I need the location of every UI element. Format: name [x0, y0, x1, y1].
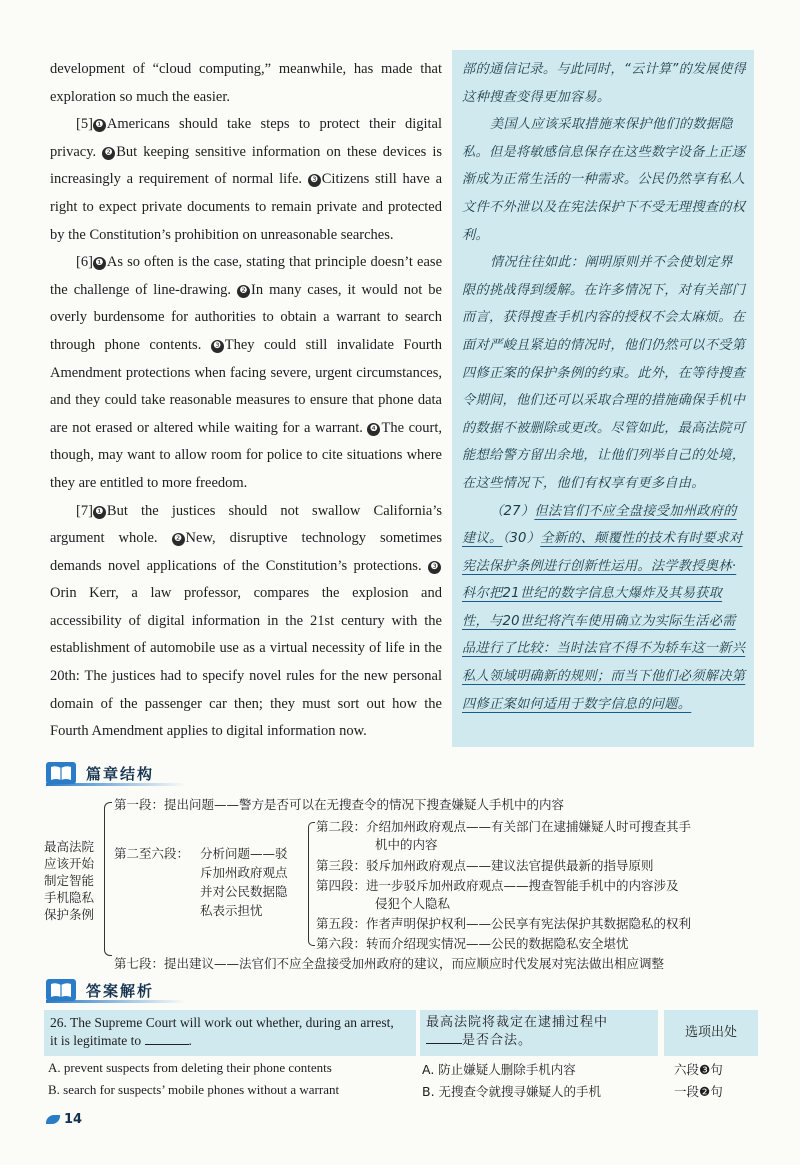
sentence-1-marker: ❶: [93, 257, 106, 270]
sentence: Americans should take steps to protect their digital privacy.: [50, 116, 442, 160]
paragraph-continued: development of “cloud computing,” meanwhile, has made that exploration so much the easier.: [50, 61, 442, 105]
sentence-3-marker: ❸: [211, 340, 224, 353]
option-chinese: B. 无搜查令就搜寻嫌疑人的手机: [422, 1084, 602, 1099]
sentence: New, disruptive technology sometimes demands novel applications of the Constitution’s protections.: [50, 530, 442, 574]
tree-para-2: 第二段：介绍加州政府观点——有关部门在逮捕嫌疑人时可搜查其手: [316, 819, 692, 834]
sentence: In many cases, it would not be overly burdensome for authorities to obtain a warrant to search through phone contents.: [50, 281, 442, 353]
question-ref-27: （27）: [490, 503, 535, 519]
header-underline: [46, 1000, 186, 1003]
sentence: Citizens still have a right to expect private documents to remain private and protected by the Constitution’s prohibition on unreasonable searches.: [50, 171, 443, 243]
zh-paragraph-5: 美国人应该采取措施来保护他们的数据隐私。但是将敏感信息保存在这些数字设备上正逐渐成为正常生活的一种需求。公民仍然享有私人文件不外泄以及在宪法保护下不受无理搜查的权利。: [462, 117, 746, 243]
sentence: But keeping sensitive information on these devices is increasingly a requirement of normal life.: [50, 143, 442, 188]
tree-group-desc: 斥加州政府观点: [200, 865, 288, 880]
tree-group-desc: 私表示担忧: [200, 903, 263, 918]
sentence: Orin Kerr, a law professor, compares the explosion and accessibility of digital information in the 21st century with the establishment of automobile use as a virtual necessity of life in the 20th: The justices had to specify novel rules for the new personal domain of the passenger car then; they must sort out how the Fourth Amendment applies to digital information now.: [50, 585, 442, 740]
tree-para-5: 第五段：作者声明保护权利——公民享有宪法保护其数据隐私的权利: [316, 916, 692, 931]
option-source: 六段❸句: [674, 1062, 723, 1077]
zh-paragraph-continued: 部的通信记录。与此同时，“云计算”的发展使得这种搜查变得更加容易。: [462, 62, 747, 105]
answers-section-header: [46, 979, 158, 1001]
paragraph-marker: [7]: [76, 502, 93, 519]
tree-para-1: 第一段：提出问题——警方是否可以在无搜查令的情况下搜查嫌疑人手机中的内容: [114, 797, 565, 812]
paragraph-marker: [6]: [76, 254, 93, 271]
sentence-3-marker: ❸: [428, 561, 441, 574]
main-brace: [104, 802, 112, 956]
tree-group-desc: 并对公民数据隐: [200, 884, 288, 899]
book-icon: [46, 979, 76, 1001]
leaf-icon: [46, 1115, 60, 1124]
structure-tree: [0, 790, 800, 975]
paragraph-marker: [5]: [76, 116, 93, 133]
sentence: The court, though, may want to allow room for police to cite situations where they are entitled to more freedom.: [50, 419, 443, 491]
sentence: They could still invalidate Fourth Amendment protections when facing severe, urgent circumstances, and they could take reasonable measures to ensure that phone data are not erased or altered while waiting for a warrant.: [50, 336, 443, 436]
underlined-sentence: 但法官们不应全盘接受加州政府的建议。: [462, 503, 737, 547]
source-header: 选项出处: [664, 1010, 758, 1056]
question-text-line-2: it is legitimate to .: [50, 1033, 192, 1048]
tree-para-2-cont: 机中的内容: [375, 837, 438, 852]
sentence-2-marker: ❷: [172, 533, 185, 546]
tree-para-4-cont: 侵犯个人隐私: [375, 896, 451, 911]
sentence-4-marker: ❹: [367, 423, 380, 436]
page-number: [46, 1112, 82, 1127]
tree-group: 第二至六段：: [114, 846, 190, 861]
answer-blank: [145, 1044, 189, 1045]
option-row: [44, 1060, 758, 1082]
question-text: it is legitimate to: [50, 1033, 142, 1048]
sentence-1-marker: ❶: [93, 506, 106, 519]
book-icon: [46, 762, 76, 784]
zh-paragraph-7: [462, 498, 746, 719]
option-source: 一段❷句: [674, 1084, 723, 1099]
answer-blank: [426, 1043, 462, 1044]
page-number-text: 14: [64, 1112, 83, 1127]
tree-para-7: 第七段：提出建议——法官们不应全盘接受加州政府的建议，而应顺应时代发展对宪法做出相应调整: [114, 956, 665, 971]
option-english: B. search for suspects’ mobile phones without a warrant: [48, 1082, 340, 1097]
underlined-sentence: 全新的、颠覆性的技术有时要求对宪法保护条例进行创新性运用。法学教授奥林·科尔把21世纪的数字信息大爆炸及其易获取性，与20世纪将汽车使用确立为实际生活必需品进行了比较：当时法官不得不为轿车这一新兴私人领域明确新的规则；而当下他们必须解决第四修正案如何适用于数字信息的问题。: [462, 531, 746, 712]
sub-brace: [308, 822, 315, 946]
question-ref-30: （30）: [502, 531, 541, 547]
sentence: But the justices should not swallow California’s argument whole.: [50, 502, 442, 547]
sentence: As so often is the case, stating that principle doesn’t ease the challenge of line-drawing.: [50, 254, 442, 298]
tree-para-6: 第六段：转而介绍现实情况——公民的数据隐私安全堪忧: [316, 936, 629, 951]
structure-section-header: [46, 762, 158, 784]
chinese-translation-column: [452, 50, 754, 747]
paragraph-5: [50, 111, 442, 249]
section-title: 篇章结构: [86, 764, 155, 783]
question-26-chinese: [420, 1010, 658, 1056]
question-text: 最高法院将裁定在逮捕过程中: [426, 1015, 609, 1030]
question-text: 是否合法。: [462, 1033, 533, 1048]
tree-para-4: 第四段：进一步驳斥加州政府观点——搜查智能手机中的内容涉及: [316, 878, 679, 893]
option-chinese: A. 防止嫌疑人删除手机内容: [422, 1062, 576, 1077]
option-row: [44, 1082, 758, 1104]
sentence-2-marker: ❷: [102, 147, 115, 160]
tree-para-3: 第三段：驳斥加州政府观点——建议法官提供最新的指导原则: [316, 858, 654, 873]
section-title: 答案解析: [86, 981, 155, 1000]
zh-paragraph-6: 情况往往如此：阐明原则并不会使划定界限的挑战得到缓解。在许多情况下，对有关部门而言，获得搜查手机内容的授权不会太麻烦。在面对严峻且紧迫的情况时，他们仍然可以不受第四修正案的保护条例的约束。此外，在等待搜查令期间，他们还可以采取合理的措施确保手机中的数据不被删除或更改。尽管如此，最高法院可能想给警方留出余地，让他们列举自己的处境，在这些情况下，他们有权享有更多自由。: [462, 255, 746, 491]
sentence-3-marker: ❸: [308, 174, 321, 187]
paragraph-7: [50, 498, 442, 746]
sentence-1-marker: ❶: [93, 119, 106, 132]
tree-root: 最高法院应该开始制定智能手机隐私保护条例: [44, 839, 95, 922]
english-text-column: [50, 56, 442, 746]
sentence-2-marker: ❷: [237, 285, 250, 298]
option-english: A. prevent suspects from deleting their phone contents: [48, 1060, 332, 1075]
question-26-english: [44, 1010, 416, 1056]
tree-group-desc: 分析问题——驳: [200, 846, 288, 861]
header-underline: [46, 783, 186, 786]
question-text-line-2: [426, 1032, 652, 1050]
question-text: 26. The Supreme Court will work out whether, during an arrest,: [50, 1015, 394, 1030]
paragraph-6: [50, 249, 442, 497]
